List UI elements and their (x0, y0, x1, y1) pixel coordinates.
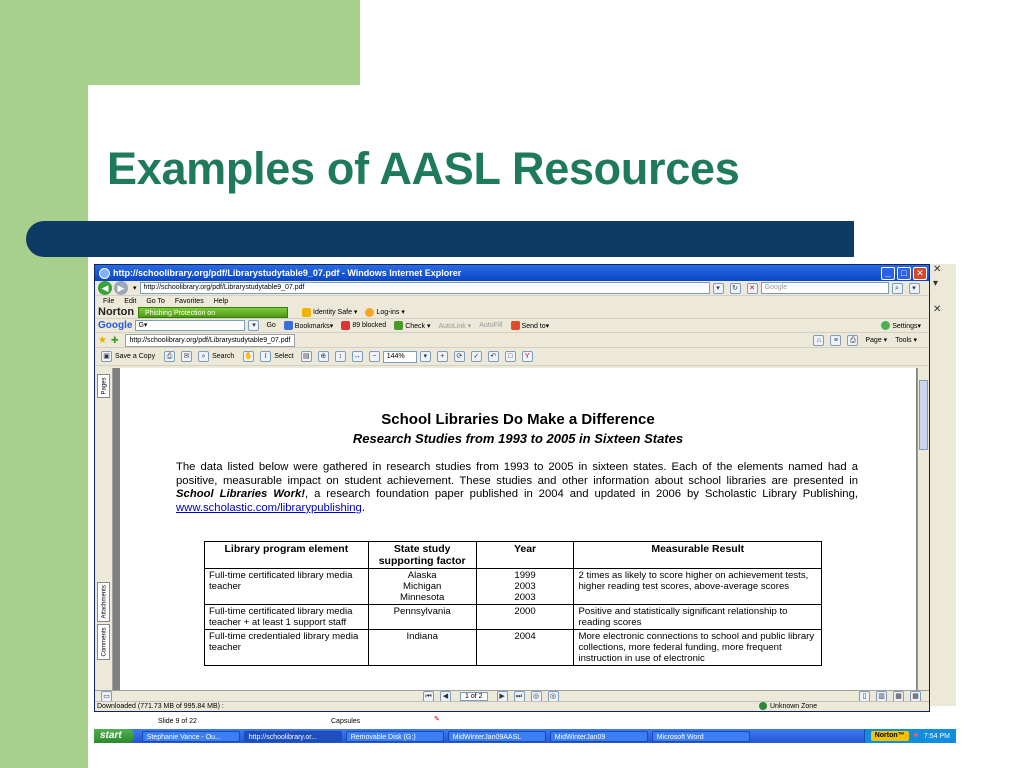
norton-tray-button[interactable]: Norton™ (871, 731, 909, 741)
taskbar-item-outlook[interactable]: Stephanie Vance - Ou... (142, 731, 240, 742)
prev-page-icon[interactable]: ◀ (440, 691, 451, 702)
search-button[interactable]: Search (212, 353, 235, 360)
start-button[interactable]: start (94, 729, 134, 743)
address-row (95, 281, 929, 296)
cell-result: Positive and statistically significant relationship to reading scores (574, 605, 822, 630)
maximize-icon[interactable]: □ (897, 267, 911, 280)
ie-logo-icon (99, 268, 110, 279)
search-placeholder: Google (764, 284, 788, 291)
slide-counter: Slide 9 of 22 (158, 718, 197, 725)
google-go-button[interactable] (266, 322, 275, 329)
intro-book-title: School Libraries Work! (176, 488, 306, 501)
check-label: Check ▾ (405, 322, 431, 330)
zoom-dropdown-icon[interactable]: ▾ (420, 351, 431, 362)
save-copy-button[interactable]: Save a Copy (115, 353, 156, 360)
refresh-icon[interactable]: ↻ (730, 283, 741, 294)
slide-title: Examples of AASL Resources (107, 143, 740, 194)
safe-icon (302, 308, 311, 317)
identity-safe-button[interactable] (302, 308, 357, 317)
page-icon[interactable]: □ (505, 351, 516, 362)
cell-result: More electronic connections to school and public library collections, more federal funding, more frequent instruction in use of electronic (574, 630, 822, 666)
fit-width-icon[interactable]: ↔ (353, 353, 361, 360)
forward-icon[interactable]: ▶ (114, 281, 128, 295)
powerpoint-status (94, 713, 930, 730)
title-divider-bar (26, 221, 854, 257)
close-icon[interactable]: ✕ (913, 267, 927, 280)
stop-icon[interactable]: ✕ (747, 283, 758, 294)
google-logo: Google (98, 320, 133, 331)
undo-icon[interactable]: ↶ (488, 351, 499, 362)
page-indicator[interactable]: 1 of 2 (460, 692, 488, 701)
logins-button[interactable] (365, 308, 404, 317)
menu-favorites[interactable]: Favorites (174, 297, 204, 305)
search-input[interactable] (761, 282, 889, 294)
autofill-button[interactable] (479, 322, 502, 329)
intro-end: . (361, 501, 365, 514)
select-button[interactable]: Select (274, 353, 294, 360)
header-element: Library program element (205, 542, 369, 569)
window-title: http://schoolibrary.org/pdf/Librarystudytable9_07.pdf - Windows Internet Explorer (113, 268, 462, 278)
norton-toolbar (95, 306, 929, 319)
scholastic-link[interactable]: www.scholastic.com/librarypublishing (176, 501, 362, 514)
cell-result: 2 times as likely to score higher on achievement tests, higher reading test scores, above-average scores (574, 569, 822, 605)
intro-text-2: , a research foundation paper published in 2004 and updated in 2006 by Scholastic Library Publishing, (305, 488, 858, 501)
phishing-protection-button[interactable]: Phishing Protection on (138, 307, 288, 318)
system-tray (864, 729, 956, 743)
menu-edit[interactable]: Edit (124, 297, 137, 305)
header-result: Measurable Result (574, 542, 822, 569)
clock: 7:54 PM (923, 732, 950, 740)
feeds-icon[interactable]: ≡ (830, 335, 841, 346)
background-close-icon[interactable]: ✕ (933, 264, 942, 275)
save-copy-icon[interactable]: ▣ (101, 351, 112, 362)
table-row (205, 630, 822, 666)
google-dropdown-icon[interactable]: ▾ (248, 320, 259, 331)
autolink-label: AutoLink ▾ (438, 322, 472, 330)
download-status: Downloaded (771.73 MB of 995.84 MB) : (97, 703, 224, 710)
taskbar-item-ie[interactable]: http://schoolibrary.or... (244, 731, 342, 742)
snapshot-icon[interactable]: ▤ (301, 351, 312, 362)
cell-years: 1999 2003 2003 (476, 569, 574, 605)
menu-goto[interactable]: Go To (146, 297, 165, 305)
print-icon[interactable]: ⎙ (847, 335, 858, 346)
tab-label: http://schoolibrary.org/pdf/Librarystudytable9_07.pdf (129, 336, 291, 344)
spellcheck-icon (394, 321, 403, 330)
settings-label: Settings▾ (892, 322, 921, 330)
facing-icon[interactable]: ▦ (893, 691, 904, 702)
logins-label: Log-ins ▾ (376, 309, 405, 316)
continuous-icon[interactable]: ▥ (876, 691, 887, 702)
slide-top-band (88, 0, 360, 85)
google-bookmarks-button[interactable] (284, 321, 334, 330)
add-favorite-icon[interactable]: ✚ (110, 334, 119, 345)
cell-states: Pennsylvania (368, 605, 476, 630)
document-subtitle: Research Studies from 1993 to 2005 in Sixteen States (352, 431, 684, 446)
zoom-out-icon[interactable]: − (369, 351, 380, 362)
globe-icon (759, 702, 767, 710)
page-menu-label: Page ▾ (865, 337, 888, 344)
popup-blocker-button[interactable] (341, 321, 386, 330)
address-bar[interactable] (140, 282, 710, 294)
zoom-in-icon[interactable]: + (437, 351, 448, 362)
scroll-thumb[interactable] (919, 380, 928, 450)
first-page-icon[interactable]: ⏮ (423, 691, 434, 702)
cell-element: Full-time certificated library media teacher (205, 569, 369, 605)
acrobat-toolbar (95, 348, 929, 366)
taskbar-item-word[interactable]: Microsoft Word (652, 731, 750, 742)
logins-icon (365, 308, 374, 317)
fit-page-icon[interactable]: ↕ (335, 351, 346, 362)
email-icon[interactable]: ✉ (181, 351, 192, 362)
blocked-label: 89 blocked (352, 322, 387, 329)
sendto-button[interactable] (511, 321, 550, 330)
address-text: http://schoolibrary.org/pdf/Librarystudytable9_07.pdf (143, 284, 305, 291)
document-intro (176, 461, 858, 515)
header-year: Year (476, 542, 574, 569)
address-dropdown-icon[interactable]: ▾ (713, 283, 724, 294)
search-icon[interactable]: ⌕ (892, 283, 903, 294)
autofill-label: AutoFill (479, 322, 503, 329)
sendto-icon (511, 321, 520, 330)
binoculars-icon[interactable]: ⌕ (198, 351, 209, 362)
autolink-button[interactable] (439, 322, 472, 330)
taskbar-item-removable-disk[interactable]: Removable Disk (G:) (346, 731, 444, 742)
spellcheck-status-icon: ✎ (434, 716, 440, 723)
vertical-scrollbar[interactable] (917, 368, 929, 690)
select-tool-icon[interactable]: I (260, 351, 271, 362)
hand-tool-icon[interactable]: ✋ (244, 353, 254, 360)
flag-icon[interactable]: ⚑ (912, 733, 919, 740)
menu-bar (95, 296, 929, 306)
panel-toggle-icon[interactable]: ▭ (101, 691, 112, 702)
tools-menu-button[interactable] (895, 336, 917, 344)
pdf-viewer (95, 368, 929, 690)
google-go-label: Go (266, 322, 276, 329)
next-view-icon[interactable]: ◎ (548, 691, 559, 702)
spell-icon[interactable]: ✓ (471, 351, 482, 362)
pages-tab[interactable]: Pages (97, 374, 110, 398)
browser-status-bar (95, 701, 929, 712)
browser-window (94, 264, 930, 712)
tab-row (95, 333, 929, 348)
bookmarks-label: Bookmarks▾ (294, 322, 334, 330)
zone-indicator: Unknown Zone (759, 702, 817, 712)
next-page-icon[interactable]: ▶ (497, 691, 508, 702)
navigation-panel (95, 368, 113, 690)
minimize-icon[interactable]: _ (881, 267, 895, 280)
spell-check-button[interactable] (394, 321, 430, 330)
cell-years: 2004 (476, 630, 574, 666)
google-search-input[interactable]: G▾ (135, 320, 245, 331)
page-menu-button[interactable] (865, 336, 887, 344)
window-titlebar[interactable] (95, 265, 929, 281)
table-row (205, 569, 822, 605)
popup-blocked-icon (341, 321, 350, 330)
pdf-page (120, 368, 916, 690)
taskbar-item-midwinter[interactable]: MidWinterJan09 (550, 731, 648, 742)
search-options-icon[interactable]: ▾ (909, 283, 920, 294)
cell-states: Indiana (368, 630, 476, 666)
zoom-icon[interactable]: ⊕ (318, 351, 329, 362)
cell-years: 2000 (476, 605, 574, 630)
google-toolbar (95, 319, 929, 333)
background-chevron-icon[interactable]: ▾ (933, 278, 939, 289)
home-icon[interactable]: ⌂ (813, 335, 824, 346)
table-row (205, 605, 822, 630)
intro-text-1: The data listed below were gathered in research studies from 1993 to 2005 in sixteen states. Each of the elements named had a positive, measurable impact on student achievement. These studies and other information about school libraries are presented in (176, 461, 858, 487)
sendto-label: Send to▾ (521, 322, 550, 330)
norton-logo: Norton (98, 306, 135, 318)
header-state: State study supporting factor (368, 542, 476, 569)
print-icon[interactable]: ⎙ (164, 351, 175, 362)
single-page-icon[interactable]: ▯ (859, 691, 870, 702)
prev-view-icon[interactable]: ◎ (531, 691, 542, 702)
document-title: School Libraries Do Make a Difference (381, 411, 655, 428)
rotate-icon[interactable]: ⟳ (454, 351, 465, 362)
page-navigation-bar (95, 690, 929, 701)
background-window (927, 264, 956, 706)
continuous-facing-icon[interactable]: ▦ (910, 691, 921, 702)
comments-tab[interactable]: Comments (97, 624, 110, 660)
tools-menu-label: Tools ▾ (895, 337, 917, 344)
favorites-star-icon[interactable]: ★ (98, 334, 107, 346)
last-page-icon[interactable]: ⏭ (514, 691, 525, 702)
slide-left-band (0, 0, 88, 768)
history-dropdown-icon[interactable]: ▾ (133, 285, 137, 292)
cell-states: Alaska Michigan Minnesota (368, 569, 476, 605)
back-icon[interactable]: ◀ (98, 281, 112, 295)
research-table (204, 541, 822, 666)
zoom-level-input[interactable]: 144% (383, 351, 417, 363)
design-template: Capsules (331, 718, 361, 725)
identity-safe-label: Identity Safe ▾ (313, 309, 358, 316)
star-icon (284, 321, 293, 330)
settings-icon (881, 321, 890, 330)
cell-element: Full-time credentialed library media teacher (205, 630, 369, 666)
menu-file[interactable]: File (103, 297, 115, 305)
tab-current[interactable] (125, 334, 296, 347)
attachments-tab[interactable]: Attachments (97, 582, 110, 622)
windows-taskbar (94, 729, 956, 743)
table-header-row (205, 542, 822, 569)
background-close-icon[interactable]: ✕ (933, 304, 942, 315)
taskbar-item-midwinter-aasl[interactable]: MidWinterJan09AASL (448, 731, 546, 742)
acrobat-logo-icon: Y (522, 351, 533, 362)
cell-element: Full-time certificated library media teacher + at least 1 support staff (205, 605, 369, 630)
google-settings-button[interactable] (881, 321, 921, 330)
menu-help[interactable]: Help (213, 297, 229, 305)
